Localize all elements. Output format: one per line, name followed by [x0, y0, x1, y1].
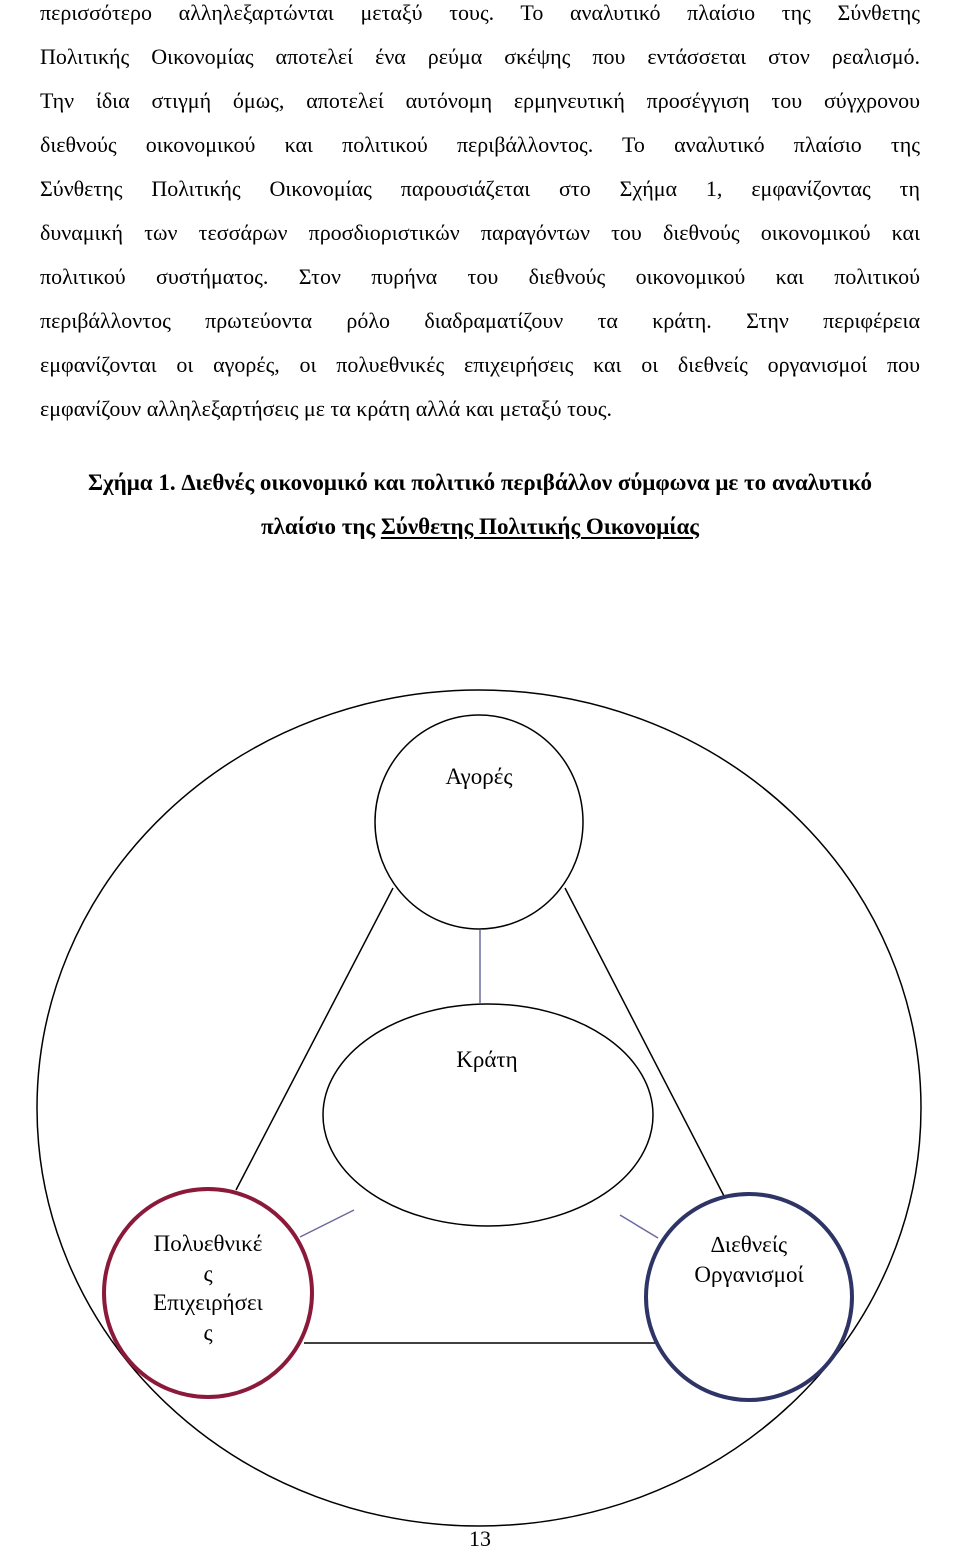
body-line: πολιτικού συστήματος. Στον πυρήνα του διεθνούς οικονομικού και πολιτικού: [40, 264, 920, 289]
multinationals-label-line: ς: [203, 1320, 213, 1345]
states-node: [323, 1004, 653, 1226]
page-number: 13: [469, 1526, 491, 1551]
figure-caption-title-underlined: Σύνθετης Πολιτικής Οικονομίας: [380, 514, 700, 539]
body-line: διεθνούς οικονομικού και πολιτικού περιβάλλοντος. Το αναλυτικό πλαίσιο της: [40, 132, 920, 157]
body-line: Σύνθετης Πολιτικής Οικονομίας παρουσιάζεται στο Σχήμα 1, εμφανίζοντας τη: [40, 176, 920, 201]
international-orgs-node: [646, 1194, 852, 1400]
connector-international-orgs-states: [620, 1215, 658, 1238]
markets-label: Αγορές: [445, 764, 513, 789]
body-line: περιβάλλοντος πρωτεύοντα ρόλο διαδραματίζουν τα κράτη. Στην περιφέρεια: [40, 308, 920, 333]
figure-caption-title: ∆ιεθνές οικονομικό και πολιτικό περιβάλλον σύμφωνα με το αναλυτικό: [181, 470, 873, 495]
markets-node: [375, 715, 583, 929]
figure-caption-title-cont: πλαίσιο της: [260, 514, 376, 539]
figure-caption-label: Σχήμα 1.: [87, 470, 176, 495]
multinationals-label-line: Επιχειρήσει: [153, 1290, 263, 1315]
multinationals-label-line: ς: [203, 1261, 213, 1286]
body-line: περισσότερο αλληλεξαρτώνται μεταξύ τους. Το αναλυτικό πλαίσιο της Σύνθετης: [40, 0, 920, 25]
body-line: εμφανίζονται οι αγορές, οι πολυεθνικές επιχειρήσεις και οι διεθνείς οργανισμοί που: [40, 352, 920, 377]
states-label: Κράτη: [456, 1047, 518, 1072]
body-line: Πολιτικής Οικονομίας αποτελεί ένα ρεύμα σκέψης που εντάσσεται στον ρεαλισμό.: [40, 44, 920, 69]
connector-multinationals-states: [300, 1210, 354, 1237]
body-line: εμφανίζουν αλληλεξαρτήσεις με τα κράτη αλλά και μεταξύ τους.: [40, 396, 613, 421]
body-line: Την ίδια στιγμή όμως, αποτελεί αυτόνομη ερμηνευτική προσέγγιση του σύγχρονου: [40, 88, 920, 113]
multinationals-label-line: Πολυεθνικέ: [153, 1231, 263, 1256]
body-line: δυναμική των τεσσάρων προσδιοριστικών παραγόντων του διεθνούς οικονομικού και: [40, 220, 920, 245]
international-orgs-label-line: Οργανισμοί: [694, 1262, 804, 1287]
international-orgs-label-line: ∆ιεθνείς: [710, 1232, 788, 1257]
